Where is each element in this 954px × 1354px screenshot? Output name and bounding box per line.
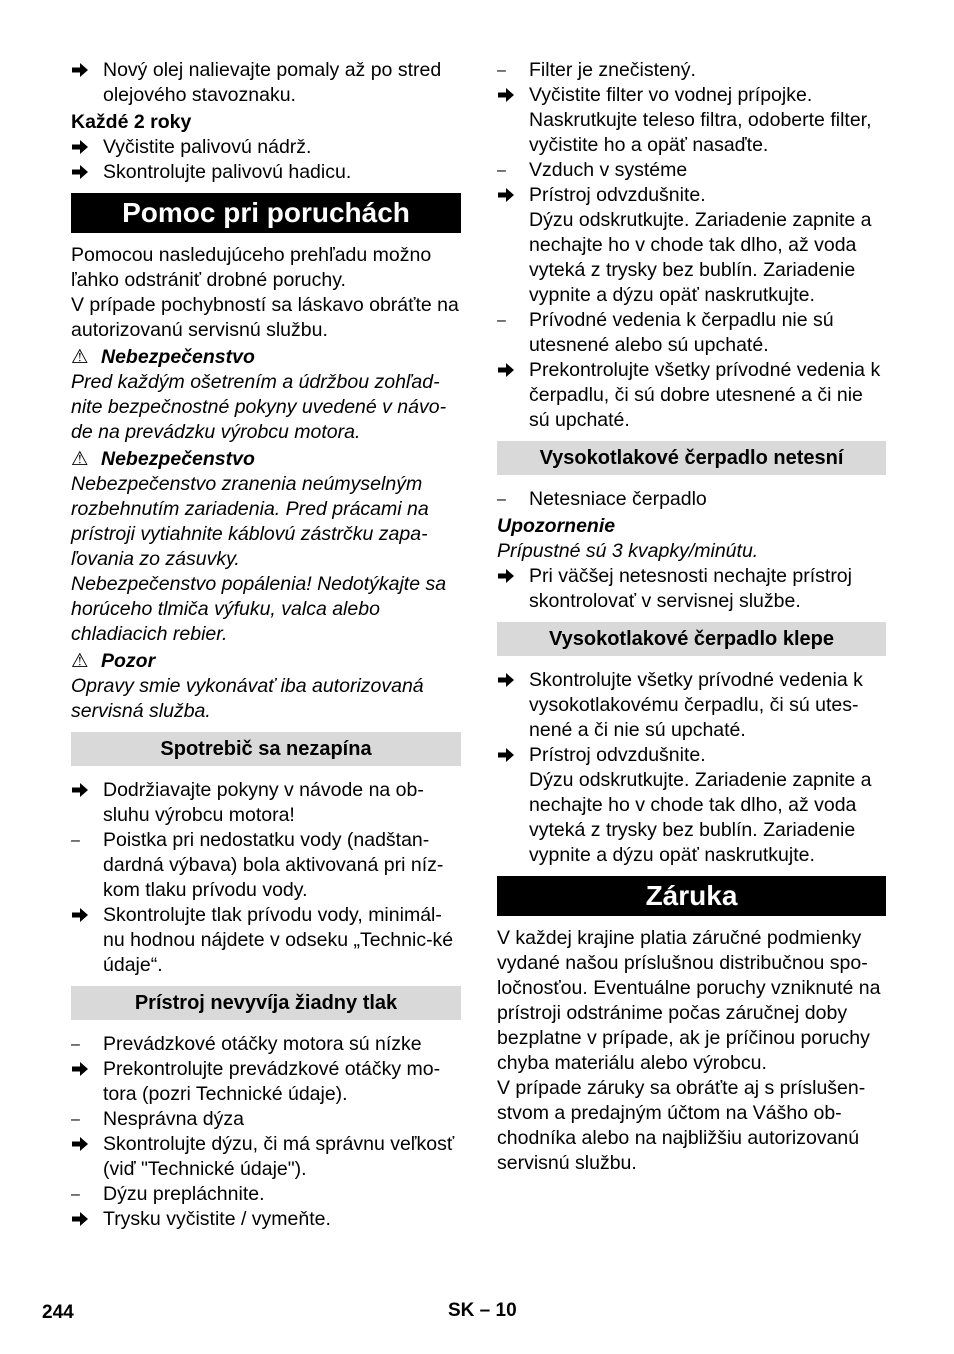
- troubleshooting-heading: Pomoc pri poruchách: [71, 193, 461, 233]
- section-pump-leaking-list-2: [497, 564, 886, 614]
- intro-list: [71, 58, 461, 108]
- item-text: Pri väčšej netesnosti nechajte prístroj skontrolovať v servisnej službe.: [529, 565, 852, 612]
- arrow-right-icon: [71, 135, 95, 160]
- instruction-item: [71, 160, 461, 185]
- dash-icon: –: [497, 62, 506, 79]
- warranty-text: V každej krajine platia záručné podmienky vydané našou príslušnou distribučnou spo-ločnosťou. Eventuálne poruchy vzniknuté na prístroji odstránime počas záručnej doby bezplatne v prípade, ak je príčinou poruchy chyba materiálu alebo výrobcu.: [497, 927, 881, 1074]
- section-device-not-starting-heading: Spotrebič sa nezapína: [71, 732, 461, 766]
- dash-icon: –: [497, 312, 506, 329]
- warning-triangle-icon: ⚠: [71, 346, 89, 368]
- page-number: 244: [42, 1302, 74, 1323]
- item-text: Vyčistite filter vo vodnej prípojke.: [529, 84, 813, 106]
- right-top-list: [497, 58, 886, 433]
- warranty-text-2: V prípade záruky sa obráťte aj s príslušen-stvom a predajným účtom na Vášho ob-chodníka alebo na najbližšiu autorizovanú servisnú službu.: [497, 1077, 866, 1174]
- instruction-item: [71, 1132, 461, 1182]
- arrow-right-icon: [71, 903, 95, 928]
- item-text: Skontrolujte dýzu, či má správnu veľkosť (viď "Technické údaje").: [103, 1133, 455, 1180]
- instruction-item: [71, 903, 461, 978]
- dash-icon: –: [71, 832, 80, 849]
- danger-2-title: [71, 447, 461, 472]
- note-text: Prípustné sú 3 kvapky/minútu.: [497, 540, 759, 562]
- cause-item: [71, 1107, 461, 1132]
- item-text: Filter je znečistený.: [529, 59, 696, 81]
- instruction-continuation: [497, 108, 886, 158]
- arrow-right-icon: [497, 358, 521, 383]
- item-text: Dýzu prepláchnite.: [103, 1183, 265, 1205]
- caution-label: Pozor: [101, 650, 156, 672]
- instruction-item: [497, 564, 886, 614]
- dash-icon: –: [71, 1111, 80, 1128]
- instruction-item: [497, 183, 886, 208]
- cause-item: [71, 828, 461, 903]
- dash-icon: –: [497, 491, 506, 508]
- instruction-item: [497, 83, 886, 108]
- item-text: Prívodné vedenia k čerpadlu nie sú utesnené alebo sú upchaté.: [529, 309, 834, 356]
- danger-2-text: Nebezpečenstvo zranenia neúmyselným rozbehnutím zariadenia. Pred prácami na prístroji vytiahnite káblovú zástrčku zapa-ľovania zo zásuvky.: [71, 473, 429, 570]
- cause-item: [497, 487, 886, 512]
- item-text: Netesniace čerpadlo: [529, 488, 707, 510]
- caution-title: [71, 649, 461, 674]
- troubleshooting-intro: Pomocou nasledujúceho prehľadu možno ľahko odstrániť drobné poruchy.: [71, 244, 432, 291]
- item-text: Naskrutkujte teleso filtra, odoberte filter, vyčistite ho a opäť nasaďte.: [529, 109, 872, 156]
- item-text: Trysku vyčistite / vymeňte.: [103, 1208, 331, 1230]
- instruction-item: [71, 1207, 461, 1232]
- arrow-right-icon: [71, 778, 95, 803]
- every-2-years-list: [71, 135, 461, 185]
- arrow-right-icon: [71, 58, 95, 83]
- left-column: [71, 58, 461, 1232]
- section-pump-leaking-heading: Vysokotlakové čerpadlo netesní: [497, 441, 886, 475]
- instruction-item: [497, 743, 886, 768]
- section-no-pressure-heading: Prístroj nevyvíja žiadny tlak: [71, 986, 461, 1020]
- item-text: Dýzu odskrutkujte. Zariadenie zapnite a nechajte ho v chode tak dlho, až voda vyteká z trysky bez bublín. Zariadenie vypnite a dýzu opäť naskrutkujte.: [529, 769, 872, 866]
- cause-item: [71, 1182, 461, 1207]
- item-text: Vzduch v systéme: [529, 159, 688, 181]
- cause-item: [71, 1032, 461, 1057]
- section-no-pressure-list: [71, 1032, 461, 1232]
- right-column: [497, 58, 886, 1176]
- instruction-item: [497, 668, 886, 743]
- dash-icon: –: [71, 1186, 80, 1203]
- danger-1-title: [71, 345, 461, 370]
- item-text: Skontrolujte všetky prívodné vedenia k vysokotlakovému čerpadlu, či sú utes-nené a či nie sú upchaté.: [529, 669, 863, 741]
- section-device-not-starting-list: [71, 778, 461, 978]
- instruction-continuation: [497, 768, 886, 868]
- troubleshooting-intro-2: V prípade pochybností sa láskavo obráťte na autorizovanú servisnú službu.: [71, 294, 459, 341]
- cause-item: [497, 58, 886, 83]
- item-text: Nový olej nalievajte pomaly až po stred olejového stavoznaku.: [103, 59, 442, 106]
- instruction-item: [71, 58, 461, 108]
- item-text: Vyčistite palivovú nádrž.: [103, 136, 312, 158]
- danger-1-label: Nebezpečenstvo: [101, 346, 255, 368]
- item-text: Dýzu odskrutkujte. Zariadenie zapnite a nechajte ho v chode tak dlho, až voda vyteká z trysky bez bublín. Zariadenie vypnite a dýzu opäť naskrutkujte.: [529, 209, 872, 306]
- arrow-right-icon: [71, 1057, 95, 1082]
- arrow-right-icon: [497, 183, 521, 208]
- section-pump-knocking-heading: Vysokotlakové čerpadlo klepe: [497, 622, 886, 656]
- dash-icon: –: [497, 162, 506, 179]
- warning-triangle-icon: ⚠: [71, 650, 89, 672]
- instruction-item: [71, 135, 461, 160]
- item-text: Prevádzkové otáčky motora sú nízke: [103, 1033, 422, 1055]
- arrow-right-icon: [71, 1132, 95, 1157]
- item-text: Skontrolujte tlak prívodu vody, minimál-nu hodnou nájdete v odseku „Technic-ké údaje“.: [103, 904, 454, 976]
- item-text: Prekontrolujte prevádzkové otáčky mo-tora (pozri Technické údaje).: [103, 1058, 441, 1105]
- item-text: Dodržiavajte pokyny v návode na ob-sluhu výrobcu motora!: [103, 779, 424, 826]
- section-pump-leaking-list: [497, 487, 886, 512]
- arrow-right-icon: [497, 743, 521, 768]
- danger-2-label: Nebezpečenstvo: [101, 448, 255, 470]
- warning-triangle-icon: ⚠: [71, 448, 89, 470]
- note-label: Upozornenie: [497, 515, 616, 537]
- arrow-right-icon: [497, 564, 521, 589]
- instruction-continuation: [497, 208, 886, 308]
- item-text: Prekontrolujte všetky prívodné vedenia k čerpadlu, či sú dobre utesnené a či nie sú upchaté.: [529, 359, 881, 431]
- danger-1-text: Pred každým ošetrením a údržbou zohľad-nite bezpečnostné pokyny uvedené v návo-de na prevádzku výrobcu motora.: [71, 371, 447, 443]
- item-text: Prístroj odvzdušnite.: [529, 744, 706, 766]
- arrow-right-icon: [497, 83, 521, 108]
- item-text: Poistka pri nedostatku vody (nadštan-dardná výbava) bola aktivovaná pri níz-kom tlaku prívodu vody.: [103, 829, 444, 901]
- cause-item: [497, 308, 886, 358]
- section-pump-knocking-list: [497, 668, 886, 868]
- every-2-years-label: Každé 2 roky: [71, 111, 192, 133]
- caution-text: Opravy smie vykonávať iba autorizovaná servisná služba.: [71, 675, 424, 722]
- cause-item: [497, 158, 886, 183]
- instruction-item: [71, 1057, 461, 1107]
- arrow-right-icon: [71, 160, 95, 185]
- item-text: Skontrolujte palivovú hadicu.: [103, 161, 352, 183]
- warranty-heading: Záruka: [497, 876, 886, 916]
- language-page-label: SK – 10: [448, 1300, 517, 1321]
- item-text: Prístroj odvzdušnite.: [529, 184, 706, 206]
- arrow-right-icon: [497, 668, 521, 693]
- dash-icon: –: [71, 1036, 80, 1053]
- instruction-item: [497, 358, 886, 433]
- instruction-item: [71, 778, 461, 828]
- arrow-right-icon: [71, 1207, 95, 1232]
- danger-2-text-2: Nebezpečenstvo popálenia! Nedotýkajte sa horúceho tlmiča výfuku, valca alebo chladiacich rebier.: [71, 573, 447, 645]
- item-text: Nesprávna dýza: [103, 1108, 244, 1130]
